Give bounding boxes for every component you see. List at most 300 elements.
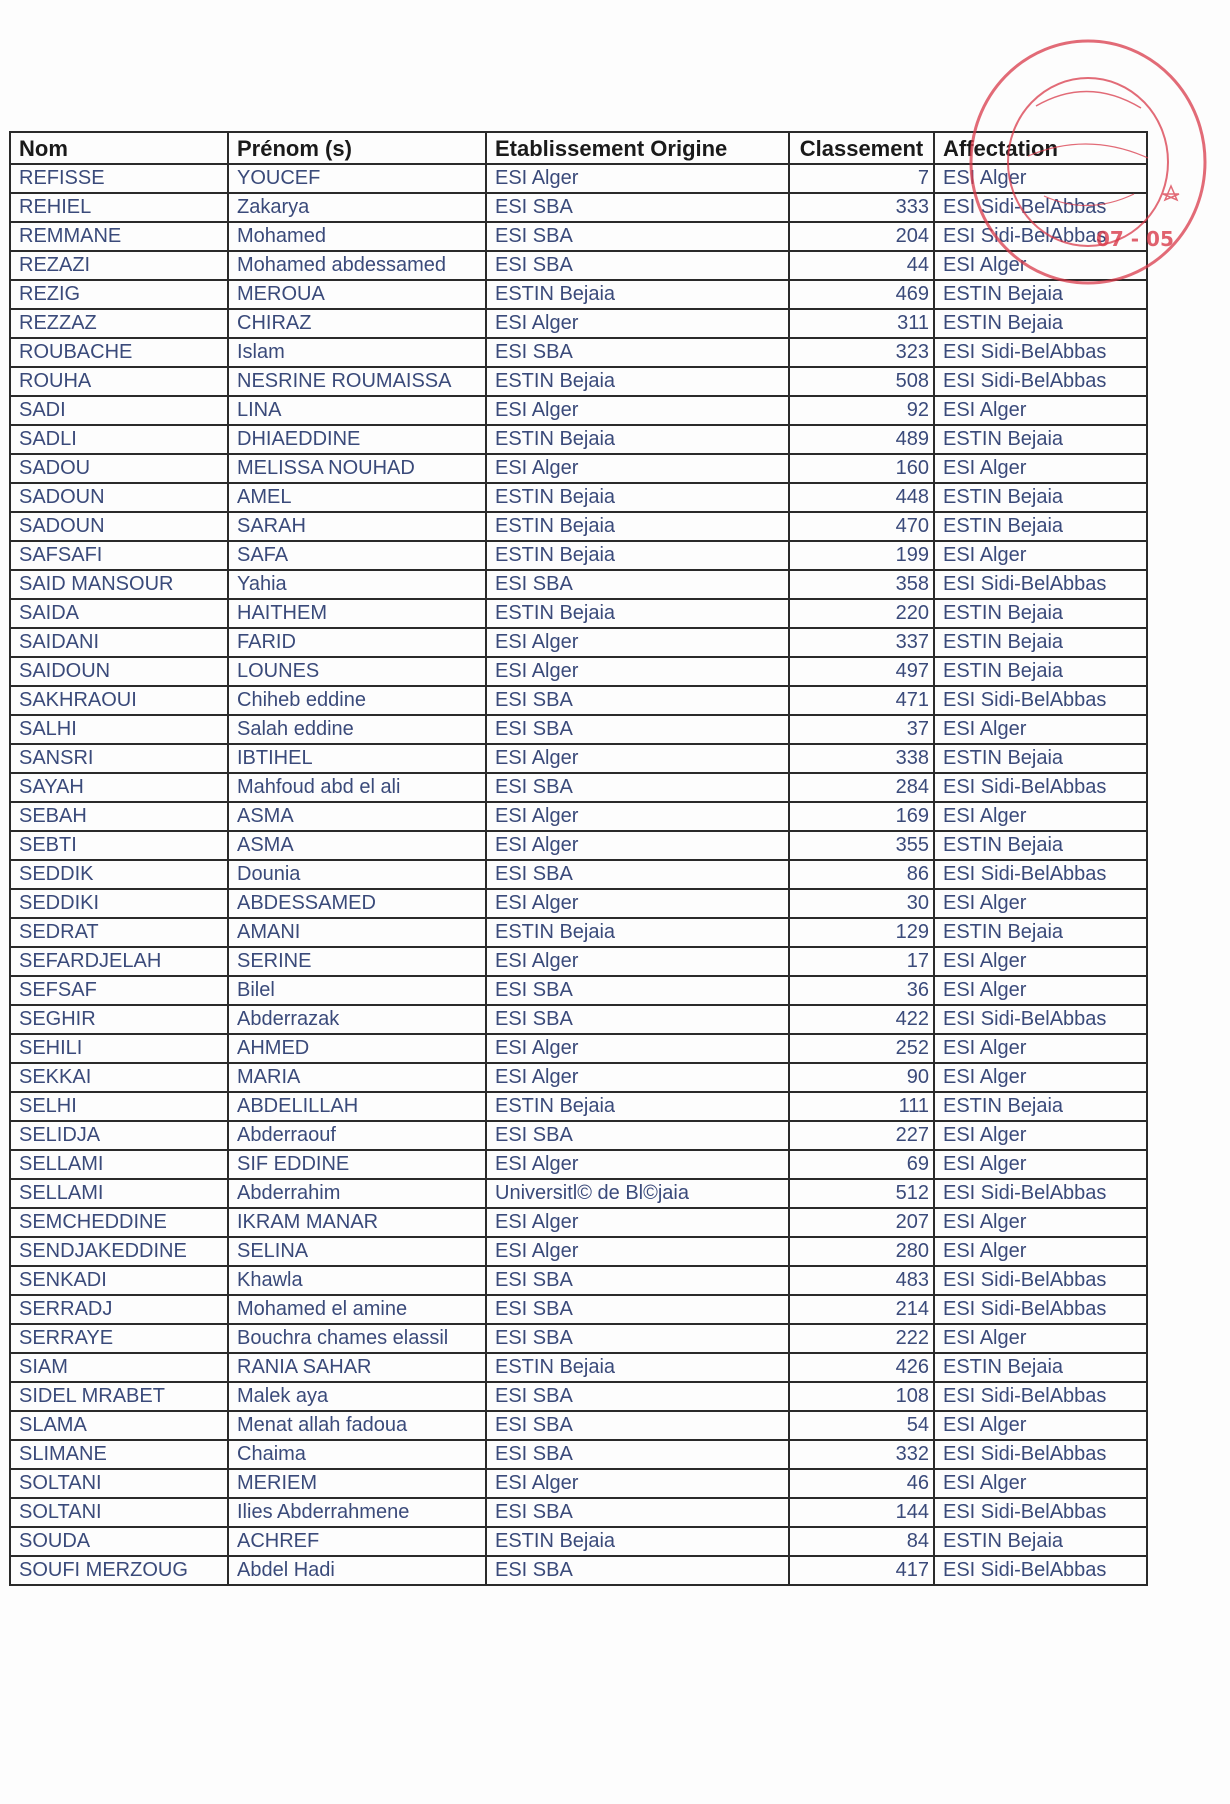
cell-etablissement: ESI SBA xyxy=(486,1121,789,1150)
cell-prenom: ASMA xyxy=(228,802,486,831)
cell-affectation: ESI Alger xyxy=(934,541,1147,570)
cell-etablissement: ESI SBA xyxy=(486,1324,789,1353)
cell-prenom: MARIA xyxy=(228,1063,486,1092)
table-row xyxy=(10,1440,1147,1469)
cell-affectation: ESI Alger xyxy=(934,1411,1147,1440)
cell-classement: 144 xyxy=(789,1498,934,1527)
cell-nom: SOUDA xyxy=(10,1527,228,1556)
cell-classement: 222 xyxy=(789,1324,934,1353)
cell-prenom: Mahfoud abd el ali xyxy=(228,773,486,802)
cell-nom: SENDJAKEDDINE xyxy=(10,1237,228,1266)
cell-classement: 46 xyxy=(789,1469,934,1498)
cell-classement: 417 xyxy=(789,1556,934,1585)
cell-affectation: ESI Alger xyxy=(934,1150,1147,1179)
cell-affectation: ESI Alger xyxy=(934,454,1147,483)
cell-etablissement: ESTIN Bejaia xyxy=(486,512,789,541)
cell-affectation: ESI Alger xyxy=(934,1034,1147,1063)
cell-etablissement: ESI Alger xyxy=(486,396,789,425)
cell-classement: 355 xyxy=(789,831,934,860)
cell-etablissement: ESI SBA xyxy=(486,222,789,251)
cell-etablissement: ESI SBA xyxy=(486,1382,789,1411)
cell-prenom: Dounia xyxy=(228,860,486,889)
cell-affectation: ESI Sidi-BelAbbas xyxy=(934,1295,1147,1324)
cell-etablissement: ESTIN Bejaia xyxy=(486,367,789,396)
results-table xyxy=(9,131,1148,1586)
cell-affectation: ESI Alger xyxy=(934,1324,1147,1353)
cell-classement: 422 xyxy=(789,1005,934,1034)
cell-affectation: ESI Sidi-BelAbbas xyxy=(934,570,1147,599)
cell-classement: 204 xyxy=(789,222,934,251)
table-row xyxy=(10,1150,1147,1179)
cell-prenom: Mohamed xyxy=(228,222,486,251)
table-row xyxy=(10,193,1147,222)
cell-affectation: ESI Sidi-BelAbbas xyxy=(934,1266,1147,1295)
cell-affectation: ESI Sidi-BelAbbas xyxy=(934,773,1147,802)
cell-nom: SALHI xyxy=(10,715,228,744)
cell-classement: 284 xyxy=(789,773,934,802)
cell-classement: 84 xyxy=(789,1527,934,1556)
cell-prenom: LOUNES xyxy=(228,657,486,686)
cell-prenom: SAFA xyxy=(228,541,486,570)
cell-etablissement: ESTIN Bejaia xyxy=(486,1353,789,1382)
cell-affectation: ESTIN Bejaia xyxy=(934,599,1147,628)
cell-affectation: ESI Sidi-BelAbbas xyxy=(934,222,1147,251)
table-row xyxy=(10,744,1147,773)
cell-affectation: ESI Alger xyxy=(934,1208,1147,1237)
cell-affectation: ESI Sidi-BelAbbas xyxy=(934,1179,1147,1208)
table-row xyxy=(10,1121,1147,1150)
cell-etablissement: ESI Alger xyxy=(486,831,789,860)
cell-affectation: ESI Alger xyxy=(934,251,1147,280)
cell-etablissement: ESTIN Bejaia xyxy=(486,1092,789,1121)
cell-nom: SAIDA xyxy=(10,599,228,628)
cell-nom: SANSRI xyxy=(10,744,228,773)
cell-nom: SELHI xyxy=(10,1092,228,1121)
cell-classement: 338 xyxy=(789,744,934,773)
cell-nom: ROUHA xyxy=(10,367,228,396)
cell-classement: 169 xyxy=(789,802,934,831)
cell-classement: 207 xyxy=(789,1208,934,1237)
table-row xyxy=(10,715,1147,744)
cell-classement: 227 xyxy=(789,1121,934,1150)
cell-prenom: Malek aya xyxy=(228,1382,486,1411)
cell-nom: SAFSAFI xyxy=(10,541,228,570)
cell-nom: SELLAMI xyxy=(10,1179,228,1208)
cell-affectation: ESTIN Bejaia xyxy=(934,280,1147,309)
cell-nom: SOLTANI xyxy=(10,1469,228,1498)
cell-affectation: ESTIN Bejaia xyxy=(934,657,1147,686)
table-row xyxy=(10,976,1147,1005)
cell-nom: SERRAYE xyxy=(10,1324,228,1353)
table-row xyxy=(10,657,1147,686)
cell-prenom: HAITHEM xyxy=(228,599,486,628)
cell-etablissement: ESI SBA xyxy=(486,686,789,715)
cell-etablissement: ESTIN Bejaia xyxy=(486,599,789,628)
cell-nom: SEMCHEDDINE xyxy=(10,1208,228,1237)
table-row xyxy=(10,1179,1147,1208)
cell-nom: SLIMANE xyxy=(10,1440,228,1469)
cell-nom: SAID MANSOUR xyxy=(10,570,228,599)
cell-prenom: ABDELILLAH xyxy=(228,1092,486,1121)
table-row xyxy=(10,251,1147,280)
cell-etablissement: ESI Alger xyxy=(486,802,789,831)
cell-etablissement: ESI Alger xyxy=(486,1469,789,1498)
table-row xyxy=(10,1063,1147,1092)
cell-etablissement: ESI SBA xyxy=(486,1556,789,1585)
cell-classement: 337 xyxy=(789,628,934,657)
cell-prenom: IBTIHEL xyxy=(228,744,486,773)
cell-prenom: Bouchra chames elassil xyxy=(228,1324,486,1353)
cell-nom: SOLTANI xyxy=(10,1498,228,1527)
cell-nom: SAIDOUN xyxy=(10,657,228,686)
cell-prenom: MEROUA xyxy=(228,280,486,309)
cell-affectation: ESTIN Bejaia xyxy=(934,918,1147,947)
cell-affectation: ESTIN Bejaia xyxy=(934,483,1147,512)
cell-affectation: ESI Alger xyxy=(934,1063,1147,1092)
table-row xyxy=(10,396,1147,425)
cell-nom: SEBAH xyxy=(10,802,228,831)
header-classement: Classement xyxy=(789,132,934,164)
cell-prenom: Khawla xyxy=(228,1266,486,1295)
cell-prenom: SERINE xyxy=(228,947,486,976)
cell-prenom: Islam xyxy=(228,338,486,367)
cell-nom: REZIG xyxy=(10,280,228,309)
cell-prenom: RANIA SAHAR xyxy=(228,1353,486,1382)
cell-etablissement: ESI SBA xyxy=(486,1498,789,1527)
header-prenom: Prénom (s) xyxy=(228,132,486,164)
cell-nom: REFISSE xyxy=(10,164,228,193)
table-row xyxy=(10,512,1147,541)
cell-nom: SIAM xyxy=(10,1353,228,1382)
cell-etablissement: ESTIN Bejaia xyxy=(486,541,789,570)
cell-classement: 426 xyxy=(789,1353,934,1382)
cell-affectation: ESI Alger xyxy=(934,396,1147,425)
cell-nom: SENKADI xyxy=(10,1266,228,1295)
cell-classement: 508 xyxy=(789,367,934,396)
cell-etablissement: ESI Alger xyxy=(486,657,789,686)
cell-classement: 469 xyxy=(789,280,934,309)
cell-prenom: Abderrazak xyxy=(228,1005,486,1034)
cell-classement: 470 xyxy=(789,512,934,541)
cell-affectation: ESI Sidi-BelAbbas xyxy=(934,367,1147,396)
cell-affectation: ESI Sidi-BelAbbas xyxy=(934,1498,1147,1527)
table-row xyxy=(10,1353,1147,1382)
cell-prenom: FARID xyxy=(228,628,486,657)
cell-affectation: ESI Sidi-BelAbbas xyxy=(934,1440,1147,1469)
cell-prenom: NESRINE ROUMAISSA xyxy=(228,367,486,396)
cell-classement: 214 xyxy=(789,1295,934,1324)
cell-prenom: MELISSA NOUHAD xyxy=(228,454,486,483)
cell-nom: REHIEL xyxy=(10,193,228,222)
cell-nom: SEFARDJELAH xyxy=(10,947,228,976)
cell-classement: 160 xyxy=(789,454,934,483)
cell-classement: 129 xyxy=(789,918,934,947)
cell-affectation: ESI Alger xyxy=(934,976,1147,1005)
cell-prenom: ACHREF xyxy=(228,1527,486,1556)
cell-classement: 17 xyxy=(789,947,934,976)
cell-affectation: ESTIN Bejaia xyxy=(934,512,1147,541)
cell-etablissement: ESI Alger xyxy=(486,309,789,338)
cell-prenom: Mohamed abdessamed xyxy=(228,251,486,280)
table-row xyxy=(10,1237,1147,1266)
header-nom: Nom xyxy=(10,132,228,164)
cell-nom: SEFSAF xyxy=(10,976,228,1005)
cell-affectation: ESI Alger xyxy=(934,1121,1147,1150)
cell-classement: 220 xyxy=(789,599,934,628)
cell-etablissement: ESI SBA xyxy=(486,193,789,222)
cell-etablissement: ESTIN Bejaia xyxy=(486,483,789,512)
cell-nom: SEDDIK xyxy=(10,860,228,889)
cell-affectation: ESTIN Bejaia xyxy=(934,309,1147,338)
cell-etablissement: ESI Alger xyxy=(486,889,789,918)
table-row xyxy=(10,570,1147,599)
cell-classement: 512 xyxy=(789,1179,934,1208)
cell-nom: SEDRAT xyxy=(10,918,228,947)
cell-affectation: ESI Alger xyxy=(934,947,1147,976)
cell-classement: 54 xyxy=(789,1411,934,1440)
cell-prenom: ABDESSAMED xyxy=(228,889,486,918)
cell-classement: 323 xyxy=(789,338,934,367)
cell-etablissement: ESI Alger xyxy=(486,1208,789,1237)
cell-affectation: ESTIN Bejaia xyxy=(934,425,1147,454)
cell-classement: 471 xyxy=(789,686,934,715)
cell-nom: SADOUN xyxy=(10,483,228,512)
cell-nom: SADI xyxy=(10,396,228,425)
cell-etablissement: ESTIN Bejaia xyxy=(486,1527,789,1556)
cell-classement: 44 xyxy=(789,251,934,280)
table-row xyxy=(10,1527,1147,1556)
cell-prenom: Ilies Abderrahmene xyxy=(228,1498,486,1527)
cell-etablissement: ESI SBA xyxy=(486,773,789,802)
cell-prenom: DHIAEDDINE xyxy=(228,425,486,454)
cell-classement: 311 xyxy=(789,309,934,338)
cell-nom: SADOUN xyxy=(10,512,228,541)
cell-affectation: ESI Alger xyxy=(934,889,1147,918)
cell-etablissement: ESI Alger xyxy=(486,947,789,976)
cell-etablissement: ESI Alger xyxy=(486,628,789,657)
cell-prenom: Abderrahim xyxy=(228,1179,486,1208)
table-row xyxy=(10,164,1147,193)
header-affectation: Affectation xyxy=(934,132,1147,164)
table-row xyxy=(10,367,1147,396)
cell-affectation: ESI Sidi-BelAbbas xyxy=(934,1382,1147,1411)
cell-classement: 86 xyxy=(789,860,934,889)
table-row xyxy=(10,1324,1147,1353)
table-row xyxy=(10,454,1147,483)
table-row xyxy=(10,309,1147,338)
cell-affectation: ESTIN Bejaia xyxy=(934,628,1147,657)
cell-prenom: SARAH xyxy=(228,512,486,541)
cell-nom: SLAMA xyxy=(10,1411,228,1440)
cell-classement: 69 xyxy=(789,1150,934,1179)
cell-prenom: Chaima xyxy=(228,1440,486,1469)
cell-prenom: Bilel xyxy=(228,976,486,1005)
cell-nom: SEHILI xyxy=(10,1034,228,1063)
cell-classement: 489 xyxy=(789,425,934,454)
cell-prenom: SIF EDDINE xyxy=(228,1150,486,1179)
cell-prenom: Zakarya xyxy=(228,193,486,222)
cell-nom: REZAZI xyxy=(10,251,228,280)
cell-nom: SEDDIKI xyxy=(10,889,228,918)
cell-etablissement: ESI SBA xyxy=(486,1266,789,1295)
cell-affectation: ESI Sidi-BelAbbas xyxy=(934,1556,1147,1585)
cell-etablissement: ESTIN Bejaia xyxy=(486,918,789,947)
cell-nom: SAYAH xyxy=(10,773,228,802)
table-row xyxy=(10,338,1147,367)
cell-prenom: Abdel Hadi xyxy=(228,1556,486,1585)
table-row xyxy=(10,918,1147,947)
cell-prenom: AMANI xyxy=(228,918,486,947)
cell-nom: REMMANE xyxy=(10,222,228,251)
cell-prenom: Yahia xyxy=(228,570,486,599)
cell-prenom: AMEL xyxy=(228,483,486,512)
cell-affectation: ESI Sidi-BelAbbas xyxy=(934,686,1147,715)
cell-prenom: YOUCEF xyxy=(228,164,486,193)
cell-classement: 358 xyxy=(789,570,934,599)
cell-nom: SADLI xyxy=(10,425,228,454)
cell-etablissement: ESI Alger xyxy=(486,1237,789,1266)
table-row xyxy=(10,541,1147,570)
cell-nom: REZZAZ xyxy=(10,309,228,338)
cell-etablissement: ESI SBA xyxy=(486,251,789,280)
table-row xyxy=(10,1295,1147,1324)
cell-etablissement: ESI SBA xyxy=(486,860,789,889)
table-row xyxy=(10,860,1147,889)
table-row xyxy=(10,425,1147,454)
cell-classement: 90 xyxy=(789,1063,934,1092)
cell-etablissement: ESI SBA xyxy=(486,1295,789,1324)
table-row xyxy=(10,483,1147,512)
table-row xyxy=(10,1266,1147,1295)
cell-prenom: AHMED xyxy=(228,1034,486,1063)
cell-etablissement: ESI Alger xyxy=(486,1063,789,1092)
table-row xyxy=(10,889,1147,918)
cell-affectation: ESI Sidi-BelAbbas xyxy=(934,860,1147,889)
cell-classement: 36 xyxy=(789,976,934,1005)
cell-classement: 497 xyxy=(789,657,934,686)
cell-nom: SAKHRAOUI xyxy=(10,686,228,715)
table-row xyxy=(10,1034,1147,1063)
table-row xyxy=(10,947,1147,976)
cell-etablissement: ESI Alger xyxy=(486,1150,789,1179)
cell-prenom: CHIRAZ xyxy=(228,309,486,338)
cell-etablissement: ESI SBA xyxy=(486,1411,789,1440)
cell-etablissement: ESI Alger xyxy=(486,164,789,193)
cell-etablissement: ESI SBA xyxy=(486,715,789,744)
table-row xyxy=(10,599,1147,628)
cell-etablissement: ESI SBA xyxy=(486,1440,789,1469)
cell-nom: SEBTI xyxy=(10,831,228,860)
cell-classement: 280 xyxy=(789,1237,934,1266)
cell-classement: 111 xyxy=(789,1092,934,1121)
cell-etablissement: ESI SBA xyxy=(486,570,789,599)
cell-classement: 333 xyxy=(789,193,934,222)
cell-affectation: ESTIN Bejaia xyxy=(934,1527,1147,1556)
table-row xyxy=(10,1469,1147,1498)
cell-affectation: ESI Alger xyxy=(934,164,1147,193)
cell-etablissement: ESI Alger xyxy=(486,1034,789,1063)
cell-prenom: MERIEM xyxy=(228,1469,486,1498)
cell-classement: 332 xyxy=(789,1440,934,1469)
cell-affectation: ESTIN Bejaia xyxy=(934,831,1147,860)
cell-prenom: Menat allah fadoua xyxy=(228,1411,486,1440)
cell-etablissement: ESI SBA xyxy=(486,338,789,367)
table-row xyxy=(10,1411,1147,1440)
cell-nom: SEKKAI xyxy=(10,1063,228,1092)
cell-affectation: ESTIN Bejaia xyxy=(934,1353,1147,1382)
cell-nom: SERRADJ xyxy=(10,1295,228,1324)
cell-prenom: LINA xyxy=(228,396,486,425)
table-row xyxy=(10,1556,1147,1585)
cell-nom: SIDEL MRABET xyxy=(10,1382,228,1411)
table-row xyxy=(10,1498,1147,1527)
cell-nom: SADOU xyxy=(10,454,228,483)
cell-classement: 108 xyxy=(789,1382,934,1411)
cell-etablissement: ESI Alger xyxy=(486,744,789,773)
cell-classement: 7 xyxy=(789,164,934,193)
cell-prenom: Mohamed el amine xyxy=(228,1295,486,1324)
table-row xyxy=(10,1005,1147,1034)
cell-classement: 252 xyxy=(789,1034,934,1063)
table-row xyxy=(10,1382,1147,1411)
cell-prenom: SELINA xyxy=(228,1237,486,1266)
cell-affectation: ESI Sidi-BelAbbas xyxy=(934,193,1147,222)
cell-affectation: ESI Sidi-BelAbbas xyxy=(934,1005,1147,1034)
cell-etablissement: ESI SBA xyxy=(486,1005,789,1034)
cell-nom: ROUBACHE xyxy=(10,338,228,367)
cell-etablissement: Universitl© de Bl©jaia xyxy=(486,1179,789,1208)
cell-etablissement: ESTIN Bejaia xyxy=(486,280,789,309)
cell-etablissement: ESI SBA xyxy=(486,976,789,1005)
table-row xyxy=(10,831,1147,860)
cell-affectation: ESI Alger xyxy=(934,802,1147,831)
cell-affectation: ESI Alger xyxy=(934,1469,1147,1498)
cell-prenom: Abderraouf xyxy=(228,1121,486,1150)
cell-classement: 199 xyxy=(789,541,934,570)
cell-affectation: ESTIN Bejaia xyxy=(934,1092,1147,1121)
cell-classement: 92 xyxy=(789,396,934,425)
table-body xyxy=(10,164,1147,1585)
cell-nom: SAIDANI xyxy=(10,628,228,657)
cell-affectation: ESI Sidi-BelAbbas xyxy=(934,338,1147,367)
cell-prenom: IKRAM MANAR xyxy=(228,1208,486,1237)
table-row xyxy=(10,773,1147,802)
cell-classement: 30 xyxy=(789,889,934,918)
table-row xyxy=(10,628,1147,657)
cell-etablissement: ESI Alger xyxy=(486,454,789,483)
cell-nom: SELLAMI xyxy=(10,1150,228,1179)
stamp-date: 07 - 05 xyxy=(1096,227,1174,251)
table-row xyxy=(10,686,1147,715)
cell-prenom: Chiheb eddine xyxy=(228,686,486,715)
cell-nom: SEGHIR xyxy=(10,1005,228,1034)
cell-etablissement: ESTIN Bejaia xyxy=(486,425,789,454)
table-row xyxy=(10,280,1147,309)
cell-prenom: Salah eddine xyxy=(228,715,486,744)
cell-classement: 37 xyxy=(789,715,934,744)
cell-nom: SOUFI MERZOUG xyxy=(10,1556,228,1585)
cell-classement: 448 xyxy=(789,483,934,512)
table-row xyxy=(10,1208,1147,1237)
table-row xyxy=(10,222,1147,251)
header-row xyxy=(10,132,1147,164)
cell-prenom: ASMA xyxy=(228,831,486,860)
cell-nom: SELIDJA xyxy=(10,1121,228,1150)
table-row xyxy=(10,1092,1147,1121)
cell-affectation: ESI Alger xyxy=(934,1237,1147,1266)
header-etablissement: Etablissement Origine xyxy=(486,132,789,164)
table-row xyxy=(10,802,1147,831)
